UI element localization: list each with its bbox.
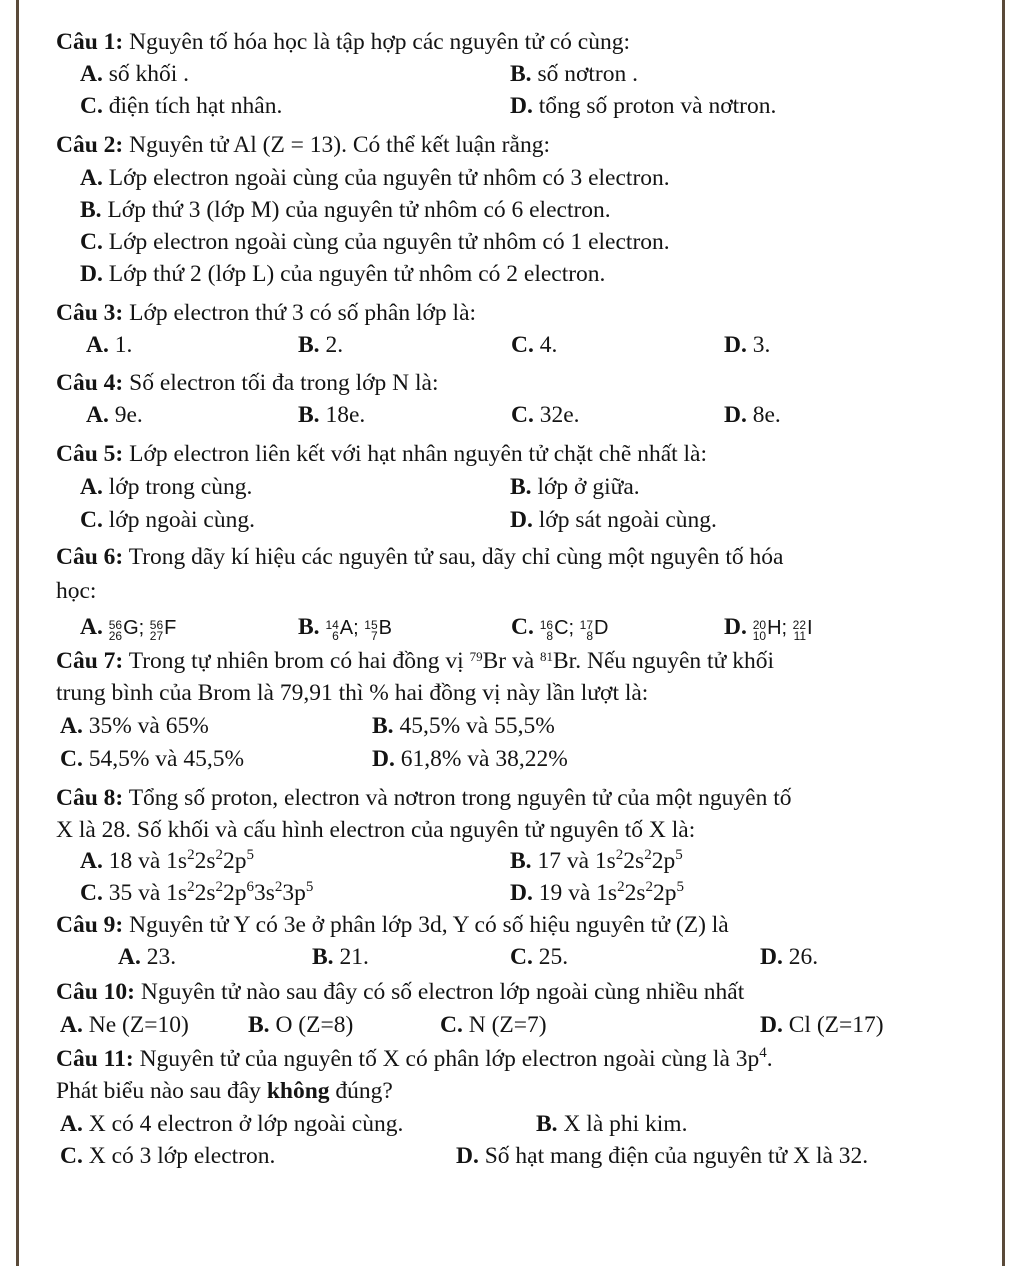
question-9-option-d: D. 26. <box>760 944 819 970</box>
question-8-option-c: C. 35 và $1s^22s^22p^63s^23p^5$ <box>80 879 314 906</box>
question-6-option-c: C. 16 8 C; 17 8 D <box>511 614 609 643</box>
question-9-option-a: A. 23. <box>118 944 177 970</box>
question-8-stem: Câu 8: Tổng số proton, electron và nơtron trong nguyên tử của một nguyên tố <box>56 785 792 811</box>
question-6-option-b: B. 14 6 A; 15 7 B <box>298 614 392 643</box>
question-4-option-d: D. 8e. <box>724 402 781 428</box>
question-3-option-a: A. 1. <box>86 332 133 358</box>
question-6-stem: Câu 6: Trong dãy kí hiệu các nguyên tử sau, dãy chỉ cùng một nguyên tố hóa <box>56 544 784 570</box>
question-10-option-a: A. Ne (Z=10) <box>60 1012 189 1038</box>
question-8-option-d: D. 19 và $1s^22s^22p^5$ <box>510 879 684 906</box>
question-9-stem: Câu 9: Nguyên tử Y có 3e ở phân lớp 3d, Y có số hiệu nguyên tử (Z) là <box>56 912 729 938</box>
question-10-option-d: D. Cl (Z=17) <box>760 1012 884 1038</box>
question-11-option-a: A. X có 4 electron ở lớp ngoài cùng. <box>60 1111 404 1137</box>
question-7-option-d: D. 61,8% và 38,22% <box>372 746 568 772</box>
question-11-option-c: C. X có 3 lớp electron. <box>60 1143 276 1169</box>
question-6-option-d: D. 20 10 H; 22 11 I <box>724 614 813 643</box>
question-4-option-b: B. 18e. <box>298 402 366 428</box>
question-4-option-a: A. 9e. <box>86 402 143 428</box>
question-10-stem: Câu 10: Nguyên tử nào sau đây có số electron lớp ngoài cùng nhiều nhất <box>56 979 745 1005</box>
question-1-option-c: C. điện tích hạt nhân. <box>80 93 283 119</box>
question-3-option-d: D. 3. <box>724 332 771 358</box>
question-2-option-d: D. Lớp thứ 2 (lớp L) của nguyên tử nhôm có 2 electron. <box>80 261 606 287</box>
question-2-option-b: B. Lớp thứ 3 (lớp M) của nguyên tử nhôm có 6 electron. <box>80 197 611 223</box>
question-11-stem-cont: Phát biểu nào sau đây không đúng? <box>56 1078 393 1104</box>
question-7-option-a: A. 35% và 65% <box>60 713 209 739</box>
question-5-option-b: B. lớp ở giữa. <box>510 474 640 500</box>
question-5-stem: Câu 5: Lớp electron liên kết với hạt nhân nguyên tử chặt chẽ nhất là: <box>56 441 708 467</box>
question-11-option-d: D. Số hạt mang điện của nguyên tử X là 32. <box>456 1143 869 1169</box>
question-10-option-b: B. O (Z=8) <box>248 1012 354 1038</box>
question-2-option-a: A. Lớp electron ngoài cùng của nguyên tử nhôm có 3 electron. <box>80 165 670 191</box>
question-8-option-a: A. 18 và $1s^22s^22p^5$ <box>80 847 254 874</box>
question-9-option-b: B. 21. <box>312 944 369 970</box>
question-11-option-b: B. X là phi kim. <box>536 1111 688 1137</box>
question-4-option-c: C. 32e. <box>511 402 580 428</box>
question-6-option-a: A. 56 26 G; 56 27 F <box>80 614 177 643</box>
question-4-stem: Câu 4: Số electron tối đa trong lớp N là: <box>56 370 439 396</box>
question-3-option-c: C. 4. <box>511 332 558 358</box>
question-2-option-c: C. Lớp electron ngoài cùng của nguyên tử nhôm có 1 electron. <box>80 229 670 255</box>
question-7-stem-cont: trung bình của Brom là 79,91 thì % hai đồng vị này lần lượt là: <box>56 680 649 706</box>
question-7-stem: Câu 7: Trong tự nhiên brom có hai đồng vị $^{79}$Br và $^{81}$Br. Nếu nguyên tử khối <box>56 648 774 674</box>
question-1-stem: Câu 1: Nguyên tố hóa học là tập hợp các nguyên tử có cùng: <box>56 29 631 55</box>
question-9-option-c: C. 25. <box>510 944 569 970</box>
question-8-option-b: B. 17 và $1s^22s^22p^5$ <box>510 847 683 874</box>
question-8-stem-cont: X là 28. Số khối và cấu hình electron của nguyên tử nguyên tố X là: <box>56 817 696 843</box>
question-1-option-a: A. số khối . <box>80 61 190 87</box>
question-3-stem: Câu 3: Lớp electron thứ 3 có số phân lớp là: <box>56 300 477 326</box>
question-5-option-c: C. lớp ngoài cùng. <box>80 507 255 533</box>
question-3-option-b: B. 2. <box>298 332 344 358</box>
question-11-stem: Câu 11: Nguyên tử của nguyên tố X có phân lớp electron ngoài cùng là $3p^4$. <box>56 1045 773 1072</box>
question-2-stem: Câu 2: Nguyên tử Al (Z = 13). Có thể kết luận rằng: <box>56 132 550 158</box>
question-5-option-d: D. lớp sát ngoài cùng. <box>510 507 717 533</box>
question-6-stem-cont: học: <box>56 578 97 604</box>
question-10-option-c: C. N (Z=7) <box>440 1012 547 1038</box>
question-1-option-b: B. số nơtron . <box>510 61 638 87</box>
question-7-option-c: C. 54,5% và 45,5% <box>60 746 245 772</box>
question-7-option-b: B. 45,5% và 55,5% <box>372 713 555 739</box>
question-5-option-a: A. lớp trong cùng. <box>80 474 253 500</box>
question-1-option-d: D. tổng số proton và nơtron. <box>510 93 777 119</box>
